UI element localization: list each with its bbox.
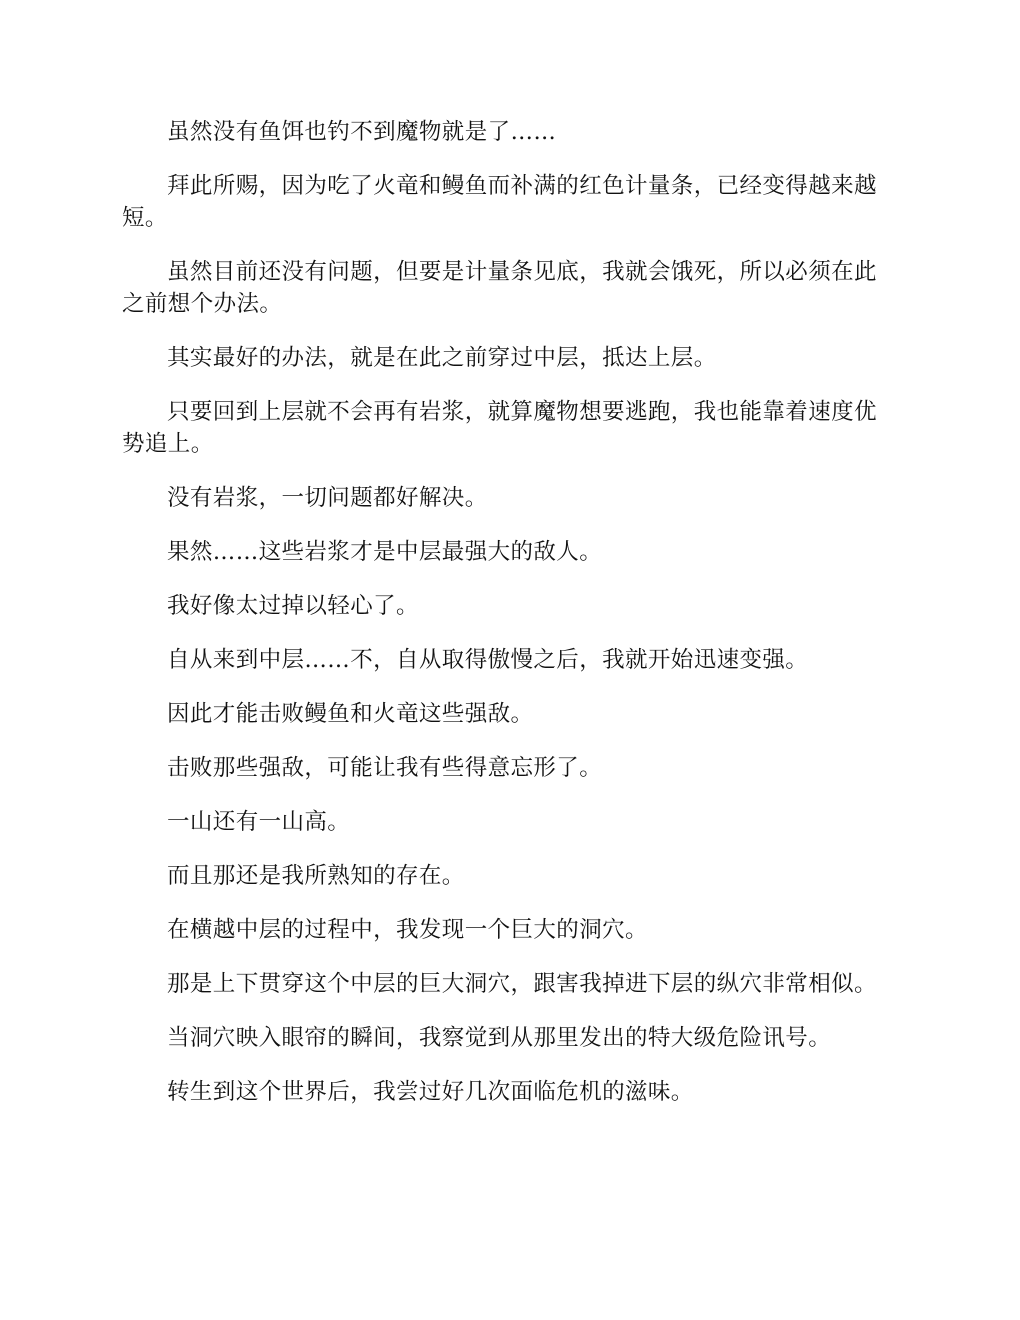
document-body — [122, 116, 898, 1130]
paragraph-5: 只要回到上层就不会再有岩浆，就算魔物想要逃跑，我也能靠着速度优势追上。 — [122, 399, 877, 457]
paragraph-17: 转生到这个世界后，我尝过好几次面临危机的滋味。 — [167, 1079, 694, 1105]
paragraph-9: 自从来到中层……不，自从取得傲慢之后，我就开始迅速变强。 — [167, 647, 809, 673]
paragraph-7: 果然……这些岩浆才是中层最强大的敌人。 — [167, 539, 603, 565]
paragraph-13: 而且那还是我所熟知的存在。 — [167, 863, 465, 889]
paragraph-12: 一山还有一山高。 — [167, 809, 351, 835]
paragraph-15: 那是上下贯穿这个中层的巨大洞穴，跟害我掉进下层的纵穴非常相似。 — [167, 971, 877, 997]
paragraph-14: 在横越中层的过程中，我发现一个巨大的洞穴。 — [167, 917, 648, 943]
paragraph-11: 击败那些强敌，可能让我有些得意忘形了。 — [167, 755, 603, 781]
paragraph-1: 虽然没有鱼饵也钓不到魔物就是了…… — [167, 119, 557, 145]
paragraph-16: 当洞穴映入眼帘的瞬间，我察觉到从那里发出的特大级危险讯号。 — [167, 1025, 832, 1051]
paragraph-6: 没有岩浆，一切问题都好解决。 — [167, 485, 488, 511]
paragraph-3: 虽然目前还没有问题，但要是计量条见底，我就会饿死，所以必须在此之前想个办法。 — [122, 259, 877, 317]
paragraph-2: 拜此所赐，因为吃了火竜和鳗鱼而补满的红色计量条，已经变得越来越短。 — [122, 173, 877, 231]
paragraph-8: 我好像太过掉以轻心了。 — [167, 593, 419, 619]
paragraph-10: 因此才能击败鳗鱼和火竜这些强敌。 — [167, 701, 534, 727]
paragraph-4: 其实最好的办法，就是在此之前穿过中层，抵达上层。 — [167, 345, 717, 371]
